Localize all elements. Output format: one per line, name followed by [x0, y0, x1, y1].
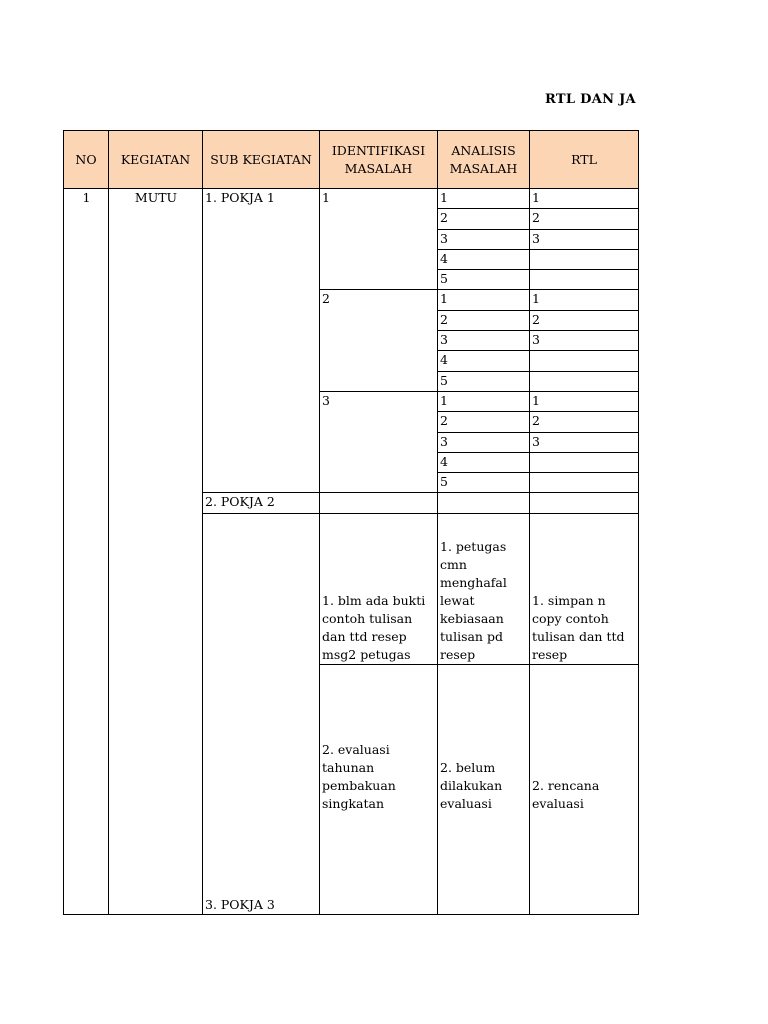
cell-rtl: [530, 249, 639, 269]
header-no: NO: [64, 131, 109, 189]
header-analisis-masalah: ANALISIS MASALAH: [438, 131, 530, 189]
cell-analisis: 4: [438, 452, 530, 472]
cell-ident-group-1: 1: [320, 189, 438, 290]
cell-pokja3-rtl: 2. rencana evaluasi: [530, 664, 639, 914]
cell-pokja-3: 3. POKJA 3: [203, 513, 320, 914]
header-sub-kegiatan: SUB KEGIATAN: [203, 131, 320, 189]
cell-analisis: 5: [438, 473, 530, 493]
cell-analisis-empty: [438, 493, 530, 513]
header-row: [64, 131, 639, 189]
header-rtl: RTL: [530, 131, 639, 189]
cell-rtl: [530, 351, 639, 371]
rtl-table: [63, 130, 639, 915]
cell-analisis: 1: [438, 290, 530, 310]
cell-analisis: 5: [438, 270, 530, 290]
cell-rtl: [530, 270, 639, 290]
cell-ident-group-3: 3: [320, 391, 438, 492]
cell-rtl: [530, 371, 639, 391]
cell-rtl: [530, 452, 639, 472]
cell-analisis: 3: [438, 432, 530, 452]
cell-analisis: 1: [438, 391, 530, 411]
cell-pokja3-analisis: 2. belum dilakukan evaluasi: [438, 664, 530, 914]
cell-rtl: 1: [530, 391, 639, 411]
cell-ident-group-2: 2: [320, 290, 438, 391]
cell-analisis: 4: [438, 249, 530, 269]
cell-ident-empty: [320, 493, 438, 513]
cell-analisis: 4: [438, 351, 530, 371]
header-kegiatan: KEGIATAN: [109, 131, 203, 189]
cell-rtl: 2: [530, 209, 639, 229]
table-row: [64, 189, 639, 209]
cell-rtl: 3: [530, 432, 639, 452]
cell-rtl: 2: [530, 412, 639, 432]
rtl-table-container: [63, 130, 638, 912]
cell-rtl: 3: [530, 331, 639, 351]
cell-rtl: 3: [530, 229, 639, 249]
cell-pokja-2: 2. POKJA 2: [203, 493, 320, 513]
cell-rtl-empty: [530, 493, 639, 513]
cell-analisis: 3: [438, 331, 530, 351]
cell-analisis: 2: [438, 209, 530, 229]
cell-rtl: 2: [530, 310, 639, 330]
cell-analisis: 5: [438, 371, 530, 391]
cell-analisis: 2: [438, 310, 530, 330]
cell-analisis: 1: [438, 189, 530, 209]
cell-analisis: 2: [438, 412, 530, 432]
cell-analisis: 3: [438, 229, 530, 249]
cell-pokja3-rtl: 1. simpan n copy contoh tulisan dan ttd resep: [530, 513, 639, 664]
cell-rtl: [530, 473, 639, 493]
cell-pokja3-identifikasi: 1. blm ada bukti contoh tulisan dan ttd resep msg2 petugas: [320, 513, 438, 664]
cell-rtl: 1: [530, 189, 639, 209]
cell-pokja3-analisis: 1. petugas cmn menghafal lewat kebiasaan tulisan pd resep: [438, 513, 530, 664]
cell-kegiatan: MUTU: [109, 189, 203, 915]
cell-no: 1: [64, 189, 109, 915]
header-identifikasi-masalah: IDENTIFIKASI MASALAH: [320, 131, 438, 189]
cell-pokja3-identifikasi: 2. evaluasi tahunan pembakuan singkatan: [320, 664, 438, 914]
cell-rtl: 1: [530, 290, 639, 310]
cell-pokja-1: 1. POKJA 1: [203, 189, 320, 493]
document-title: RTL DAN JA: [545, 92, 636, 107]
